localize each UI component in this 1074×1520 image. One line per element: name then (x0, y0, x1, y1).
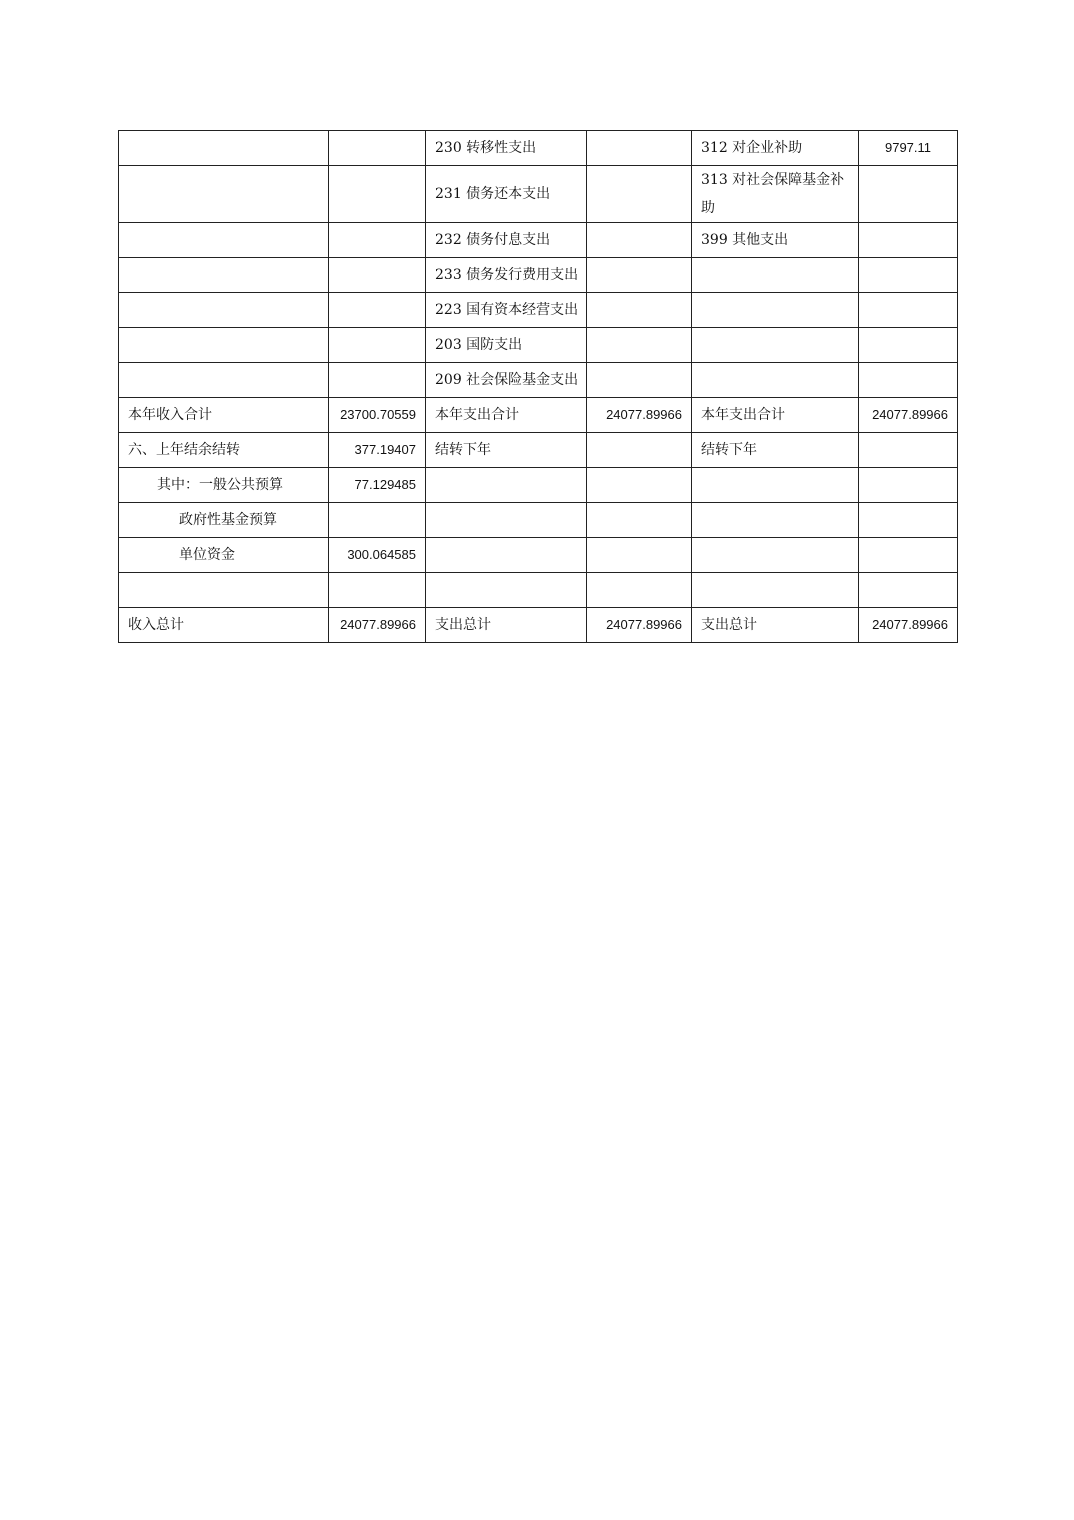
expense-economic-amount-cell (859, 468, 958, 503)
expense-function-amount-cell: 24077.89966 (587, 608, 692, 643)
expense-function-cell (426, 503, 587, 538)
income-amount-cell (329, 258, 426, 293)
expense-function-cell: 203 国防支出 (426, 328, 587, 363)
expense-function-amount-cell (587, 293, 692, 328)
expense-economic-cell (692, 573, 859, 608)
income-item-cell: 其中：一般公共预算 (119, 468, 329, 503)
income-amount-cell: 377.19407 (329, 433, 426, 468)
expense-economic-amount-cell: 9797.11 (859, 131, 958, 166)
expense-function-cell: 223 国有资本经营支出 (426, 293, 587, 328)
table-row (119, 293, 958, 328)
table-row (119, 258, 958, 293)
expense-function-cell: 结转下年 (426, 433, 587, 468)
income-amount-cell (329, 131, 426, 166)
income-item-cell (119, 258, 329, 293)
expense-economic-cell (692, 328, 859, 363)
expense-function-amount-cell (587, 363, 692, 398)
expense-economic-cell (692, 363, 859, 398)
income-item-cell (119, 363, 329, 398)
expense-function-amount-cell (587, 503, 692, 538)
expense-function-amount-cell (587, 433, 692, 468)
expense-economic-cell: 支出总计 (692, 608, 859, 643)
expense-function-cell: 209 社会保险基金支出 (426, 363, 587, 398)
expense-economic-cell (692, 293, 859, 328)
income-amount-cell: 23700.70559 (329, 398, 426, 433)
income-amount-cell (329, 293, 426, 328)
expense-economic-cell (692, 258, 859, 293)
expense-economic-cell: 结转下年 (692, 433, 859, 468)
income-item-cell: 政府性基金预算 (119, 503, 329, 538)
income-amount-cell (329, 166, 426, 223)
expense-economic-cell: 399 其他支出 (692, 223, 859, 258)
table-row (119, 573, 958, 608)
expense-economic-amount-cell (859, 293, 958, 328)
table-row (119, 433, 958, 468)
expense-economic-amount-cell (859, 258, 958, 293)
expense-economic-cell (692, 468, 859, 503)
table-row (119, 166, 958, 223)
expense-function-amount-cell (587, 166, 692, 223)
income-amount-cell: 300.064585 (329, 538, 426, 573)
expense-function-cell: 支出总计 (426, 608, 587, 643)
table-row (119, 503, 958, 538)
expense-function-amount-cell: 24077.89966 (587, 398, 692, 433)
income-amount-cell: 24077.89966 (329, 608, 426, 643)
expense-economic-amount-cell (859, 328, 958, 363)
table-row (119, 608, 958, 643)
expense-economic-cell: 本年支出合计 (692, 398, 859, 433)
table-row (119, 328, 958, 363)
table-row (119, 398, 958, 433)
expense-economic-amount-cell (859, 223, 958, 258)
expense-function-amount-cell (587, 538, 692, 573)
income-amount-cell (329, 363, 426, 398)
table-row (119, 468, 958, 503)
expense-economic-cell: 313 对社会保障基金补助 (692, 166, 859, 223)
income-item-cell (119, 573, 329, 608)
income-item-cell (119, 166, 329, 223)
expense-function-amount-cell (587, 573, 692, 608)
expense-function-cell: 232 债务付息支出 (426, 223, 587, 258)
expense-economic-amount-cell (859, 503, 958, 538)
expense-function-cell: 本年支出合计 (426, 398, 587, 433)
expense-economic-amount-cell (859, 166, 958, 223)
expense-function-amount-cell (587, 131, 692, 166)
income-item-cell: 本年收入合计 (119, 398, 329, 433)
income-item-cell: 单位资金 (119, 538, 329, 573)
income-item-cell: 收入总计 (119, 608, 329, 643)
table-row (119, 223, 958, 258)
income-item-cell (119, 131, 329, 166)
expense-economic-amount-cell (859, 538, 958, 573)
expense-economic-cell (692, 538, 859, 573)
expense-function-amount-cell (587, 328, 692, 363)
budget-table (118, 130, 958, 643)
income-amount-cell (329, 503, 426, 538)
income-amount-cell (329, 223, 426, 258)
expense-function-cell: 233 债务发行费用支出 (426, 258, 587, 293)
expense-function-cell: 230 转移性支出 (426, 131, 587, 166)
expense-economic-amount-cell: 24077.89966 (859, 398, 958, 433)
income-item-cell: 六、上年结余结转 (119, 433, 329, 468)
income-item-cell (119, 328, 329, 363)
income-amount-cell (329, 573, 426, 608)
income-item-cell (119, 293, 329, 328)
expense-economic-amount-cell (859, 363, 958, 398)
expense-function-cell (426, 468, 587, 503)
income-item-cell (119, 223, 329, 258)
expense-function-cell (426, 573, 587, 608)
expense-function-cell (426, 538, 587, 573)
income-amount-cell: 77.129485 (329, 468, 426, 503)
income-amount-cell (329, 328, 426, 363)
expense-economic-cell: 312 对企业补助 (692, 131, 859, 166)
expense-function-amount-cell (587, 468, 692, 503)
expense-function-amount-cell (587, 223, 692, 258)
table-row (119, 363, 958, 398)
table-row (119, 538, 958, 573)
expense-economic-cell (692, 503, 859, 538)
expense-economic-amount-cell (859, 573, 958, 608)
expense-function-cell: 231 债务还本支出 (426, 166, 587, 223)
expense-economic-amount-cell: 24077.89966 (859, 608, 958, 643)
expense-function-amount-cell (587, 258, 692, 293)
expense-economic-amount-cell (859, 433, 958, 468)
table-row (119, 131, 958, 166)
